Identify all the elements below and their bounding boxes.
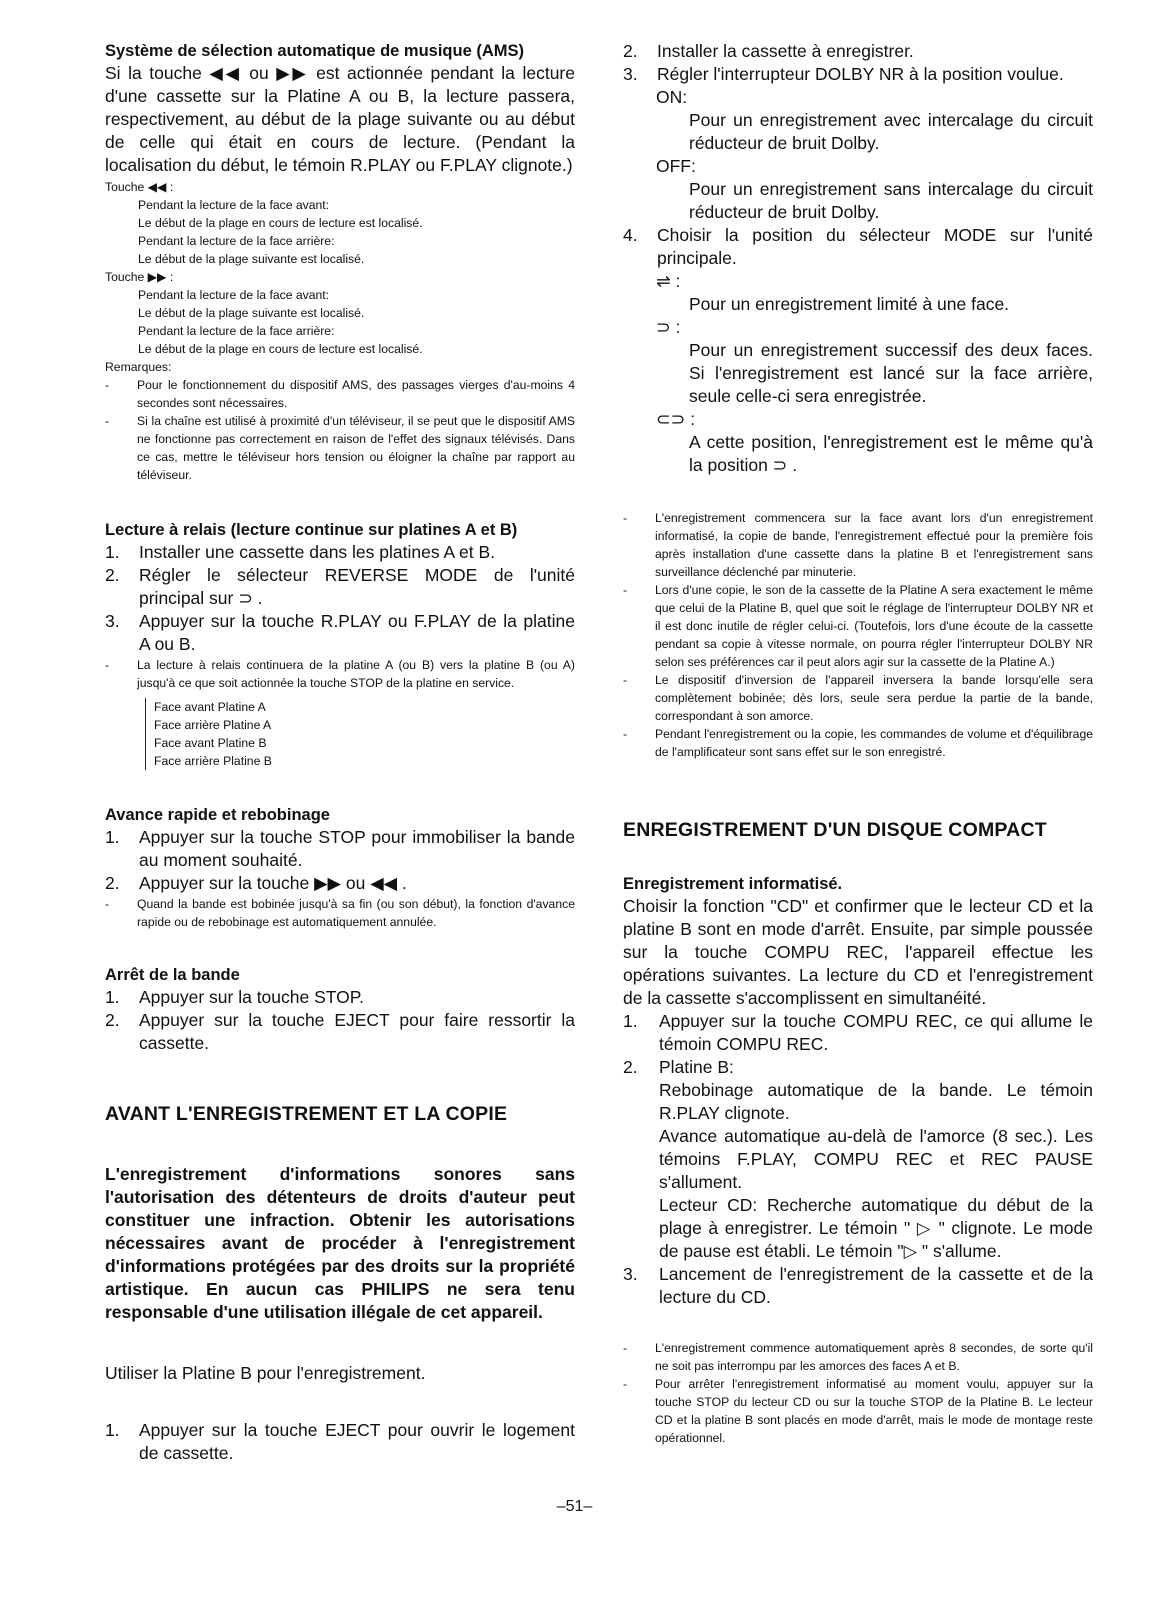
relay-diagram-line: Face avant Platine A [154, 700, 266, 714]
stop-heading: Arrêt de la bande [105, 966, 240, 984]
cd-step-1: 1. Appuyer sur la touche COMPU REC, ce qui allume le témoin COMPU REC. [623, 1011, 1093, 1054]
forward-line-4: Le début de la plage en cours de lecture est localisé. [138, 342, 423, 356]
remark-text: Si la chaîne est utilisé à proximité d'un téléviseur, il se peut que le dispositif AMS ne fonctionne pas correctement en raison de l'effet des signaux télévisés. Dans ce cas, mettre le téléviseur hors tension ou éloigner la chaîne par rapport au téléviseur. [137, 414, 575, 482]
mode-both-sides-text: Pour un enregistrement successif des deux faces. Si l'enregistrement est lancé sur la face arrière, seule celle-ci sera enregistrée. [689, 340, 1093, 406]
forward-line-2: Le début de la plage suivante est localisé. [138, 306, 365, 320]
relay-diagram [145, 698, 334, 770]
ff-step-1: 1. Appuyer sur la touche STOP pour immobiliser la bande au moment souhaité. [105, 827, 575, 870]
fast-forward-heading: Avance rapide et rebobinage [105, 806, 330, 824]
ff-note: - Quand la bande est bobinée jusqu'à sa fin (ou son début), la fonction d'avance rapide ou de rebobinage est automatiquement annulée. [105, 897, 575, 929]
relay-step-3: 3. Appuyer sur la touche R.PLAY ou F.PLAY de la platine A ou B. [105, 611, 575, 654]
rec-step-3: 3. Régler l'interrupteur DOLBY NR à la position voulue. [623, 64, 1064, 84]
stop-step-1: 1. Appuyer sur la touche STOP. [105, 987, 365, 1007]
relay-step-1: 1. Installer une cassette dans les platines A et B. [105, 542, 496, 562]
recording-notes [623, 509, 1093, 761]
computerized-recording-body: Choisir la fonction "CD" et confirmer que le lecteur CD et la platine B sont en mode d'arrêt. Ensuite, par simple poussée sur la touche COMPU REC, l'appareil effectue les opérations suivantes. La lecture du CD et l'enregistrement de la cassette s'accomplissent en simultanéité. [623, 896, 1093, 1008]
mode-continuous-icon: ⊂⊃ : [656, 409, 696, 429]
dolby-on-label: ON: [656, 87, 688, 107]
rewind-line-3: Pendant la lecture de la face arrière: [138, 234, 335, 248]
cd-step-2b: Avance automatique au-delà de l'amorce (8 sec.). Les témoins F.PLAY, COMPU REC et REC PAUSE s'allument. [659, 1126, 1093, 1192]
note-item: - Pour arrêter l'enregistrement informatisé au moment voulu, appuyer sur la touche STOP du lecteur CD ou sur la touche STOP de la Platine B. Le lecteur CD et la platine B sont placés en mode d'arrêt, mais le mode de montage reste opérationnel. [623, 1377, 1093, 1445]
rewind-line-2: Le début de la plage en cours de lecture est localisé. [138, 216, 423, 230]
right-column [623, 40, 1093, 1447]
note-item: - L'enregistrement commence automatiquement après 8 secondes, de sorte qu'il ne soit pas interrompu par les amorces des faces A et B. [623, 1341, 1093, 1373]
before-recording-heading: AVANT L'ENREGISTREMENT ET LA COPIE [105, 1103, 508, 1125]
cd-step-2c: Lecteur CD: Recherche automatique du début de la plage à enregistrer. Le témoin " ▷ " clignote. Le mode de pause est établi. Le témoin "▷ " s'allume. [659, 1195, 1093, 1261]
relay-diagram-line: Face arrière Platine B [154, 754, 272, 768]
page-number: –51– [556, 1498, 593, 1515]
rewind-key-label: Touche ◀◀ : [105, 180, 174, 194]
rewind-line-1: Pendant la lecture de la face avant: [138, 198, 330, 212]
remark-item: - Si la chaîne est utilisé à proximité d'un téléviseur, il se peut que le dispositif AMS ne fonctionne pas correctement en raison de l'effet des signaux télévisés. Dans ce cas, mettre le téléviseur hors tension ou éloigner la chaîne par rapport au téléviseur. [105, 414, 575, 482]
eject-step: 1. Appuyer sur la touche EJECT pour ouvrir le logement de cassette. [105, 1420, 575, 1463]
dolby-on-text: Pour un enregistrement avec intercalage du circuit réducteur de bruit Dolby. [689, 110, 1093, 153]
ff-step-2: 2. Appuyer sur la touche ▶▶ ou ◀◀ . [105, 873, 407, 893]
dolby-off-label: OFF: [656, 156, 696, 176]
forward-line-3: Pendant la lecture de la face arrière: [138, 324, 335, 338]
remark-item: - Pour le fonctionnement du dispositif AMS, des passages vierges d'au-moins 4 secondes sont nécessaires. [105, 378, 575, 410]
relay-step-2: 2. Régler le sélecteur REVERSE MODE de l'unité principal sur ⊃ . [105, 565, 575, 608]
mode-both-sides-icon: ⊃ : [656, 317, 681, 337]
note-item: - Lors d'une copie, le son de la cassette de la Platine A sera exactement le même que celui de la Platine B, quel que soit le réglage de l'interrupteur DOLBY NR et il est donc inutile de régler celui-ci. (Toutefois, lors d'une écoute de la cassette pendant sa copie à vitesse normale, on pourra régler l'interrupteur DOLBY NR selon ses préférences car il peut alors agir sur la cassette de la Platine A.) [623, 583, 1093, 669]
stop-step-2: 2. Appuyer sur la touche EJECT pour faire ressortir la cassette. [105, 1010, 575, 1053]
rewind-line-4: Le début de la plage suivante est localisé. [138, 252, 365, 266]
relay-note: - La lecture à relais continuera de la platine A (ou B) vers la platine B (ou A) jusqu'à ce que soit actionnée la touche STOP de la platine en service. [105, 658, 575, 690]
note-item: - Pendant l'enregistrement ou la copie, les commandes de volume et d'équilibrage de l'amplificateur sont sans effet sur le son enregistré. [623, 727, 1093, 759]
relay-heading: Lecture à relais (lecture continue sur platines A et B) [105, 521, 518, 539]
note-item: - L'enregistrement commencera sur la face avant lors d'un enregistrement informatisé, la copie de bande, l'enregistrement effectué pour la première fois après installation d'une cassette dans la platine B et l'enregistrement sans surveillance déclenché par minuterie. [623, 511, 1093, 579]
dolby-off-text: Pour un enregistrement sans intercalage du circuit réducteur de bruit Dolby. [689, 179, 1093, 222]
rec-step-2: 2. Installer la cassette à enregistrer. [623, 41, 914, 61]
mode-continuous-text: A cette position, l'enregistrement est le même qu'à la position ⊃ . [689, 432, 1093, 475]
computerized-recording-heading: Enregistrement informatisé. [623, 875, 843, 893]
relay-diagram-line: Face arrière Platine A [154, 718, 272, 732]
forward-line-1: Pendant la lecture de la face avant: [138, 288, 330, 302]
remarks-label: Remarques: [105, 360, 172, 374]
relay-diagram-line: Face avant Platine B [154, 736, 267, 750]
forward-key-label: Touche ▶▶ : [105, 270, 174, 284]
ams-heading: Système de sélection automatique de musique (AMS) [105, 42, 525, 60]
cd-step-3: 3. Lancement de l'enregistrement de la cassette et de la lecture du CD. [623, 1264, 1093, 1307]
cd-recording-heading: ENREGISTREMENT D'UN DISQUE COMPACT [623, 819, 1047, 841]
left-column [105, 40, 575, 1465]
cd-step-2: 2. Platine B: [623, 1057, 734, 1077]
use-deck-b: Utiliser la Platine B pour l'enregistrement. [105, 1363, 426, 1383]
legal-notice: L'enregistrement d'informations sonores sans l'autorisation des détenteurs de droits d'auteur peut constituer une infraction. Obtenir les autorisations nécessaires avant de procéder à l'enregistrement d'informations protégées par des droits sur la propriété artistique. En aucun cas PHILIPS ne sera tenu responsable d'une utilisation illégale de cet appareil. [105, 1164, 575, 1322]
ams-paragraph: Si la touche ◀◀ ou ▶▶ est actionnée pendant la lecture d'une cassette sur la Platine A ou B, la lecture passera, respectivement, au début de la plage suivante ou au début de celle qui était en cours de lecture. (Pendant la localisation du début, le témoin R.PLAY ou F.PLAY clignote.) [105, 63, 575, 175]
cd-step-2a: Rebobinage automatique de la bande. Le témoin R.PLAY clignote. [659, 1080, 1093, 1123]
cd-notes [623, 1339, 1093, 1447]
mode-one-side-icon: ⇌ : [656, 271, 681, 291]
note-item: - Le dispositif d'inversion de l'appareil inversera la bande lorsqu'elle sera complètement bobinée; dès lors, seule sera perdue la partie de la bande, correspondant à son amorce. [623, 673, 1093, 723]
mode-one-side-text: Pour un enregistrement limité à une face. [689, 294, 1010, 314]
remark-text: Pour le fonctionnement du dispositif AMS, des passages vierges d'au-moins 4 secondes sont nécessaires. [137, 378, 575, 410]
rec-step-4: 4. Choisir la position du sélecteur MODE sur l'unité principale. [623, 225, 1093, 268]
